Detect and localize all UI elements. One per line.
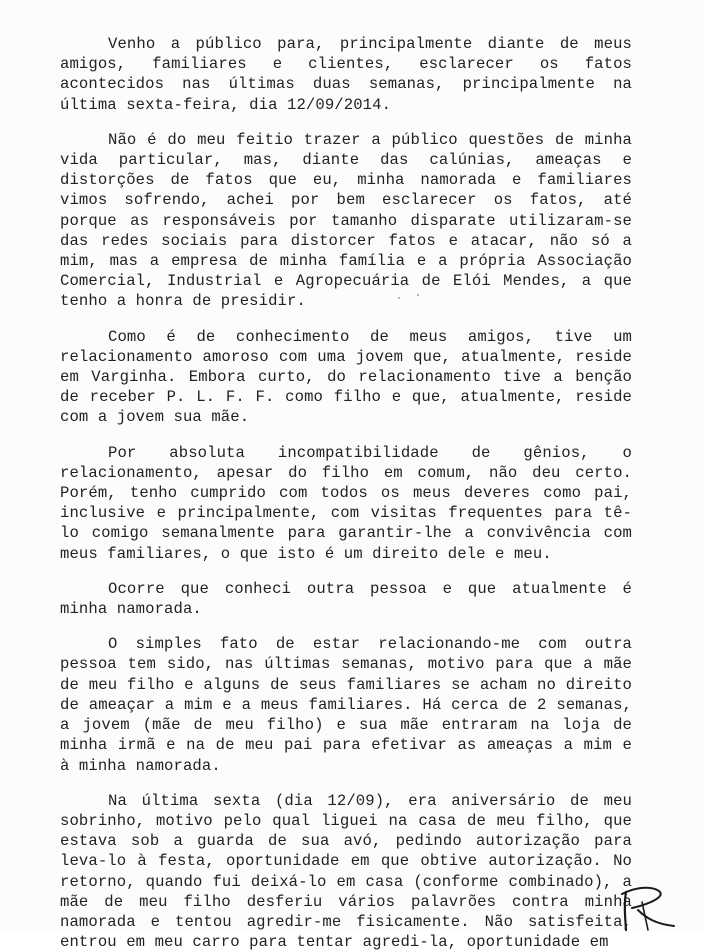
scan-speck bbox=[417, 294, 419, 296]
paragraph-1: Venho a público para, principalmente diante de meus amigos, familiares e clientes, esclarecer os fatos acontecidos nas últimas duas semanas, principalmente na última sexta-feira, dia 12/09/2014. bbox=[60, 35, 632, 114]
scan-speck bbox=[398, 297, 400, 299]
paragraph-4: Por absoluta incompatibilidade de gênios, o relacionamento, apesar do filho em comum, não deu certo. Porém, tenho cumprido com todos os meus deveres como pai, inclusive e principalmente, com visitas frequentes para tê-lo comigo semanalmente para garantir-lhe a convivência com meus familiares, o que isto é um direito dele e meu. bbox=[60, 443, 632, 563]
document-body bbox=[60, 34, 632, 952]
signature-initials-icon bbox=[612, 880, 692, 931]
paragraph-7: Na última sexta (dia 12/09), era aniversário de meu sobrinho, motivo pelo qual liguei na casa de meu filho, que estava sob a guarda de sua avó, pedindo autorização para leva-lo à festa, oportunidade em que obtive autorização. No retorno, quando fui deixá-lo em casa (conforme combinado), a mãe de meu filho desferiu vários palavrões contra minha namorada e tentou agredir-me fisicamente. Não satisfeita, entrou em meu carro para tentar agredi-la, oportunidade em bbox=[60, 791, 632, 952]
paragraph-3: Como é de conhecimento de meus amigos, tive um relacionamento amoroso com uma jovem que, atualmente, reside em Varginha. Embora curto, do relacionamento tive a benção de receber P. L. F. F. como filho e que, atualmente, reside com a jovem sua mãe. bbox=[60, 327, 632, 427]
paragraph-5: Ocorre que conheci outra pessoa e que atualmente é minha namorada. bbox=[60, 579, 632, 619]
paragraph-2: Não é do meu feitio trazer a público questões de minha vida particular, mas, diante das calúnias, ameaças e distorções de fatos que eu, minha namorada e familiares vimos sofrendo, achei por bem esclarecer os fatos, até porque as responsáveis por tamanho disparate utilizaram-se das redes sociais para distorcer fatos e atacar, não só a mim, mas a empresa de minha família e a própria Associação Comercial, Industrial e Agropecuária de Elói Mendes, a que tenho a honra de presidir. bbox=[60, 130, 632, 311]
paragraph-6: O simples fato de estar relacionando-me com outra pessoa tem sido, nas últimas semanas, motivo para que a mãe de meu filho e alguns de seus familiares se acham no direito de ameaçar a mim e a meus familiares. Há cerca de 2 semanas, a jovem (mãe de meu filho) e sua mãe entraram na loja de minha irmã e na de meu pai para efetivar as ameaças a mim e à minha namorada. bbox=[60, 635, 632, 775]
